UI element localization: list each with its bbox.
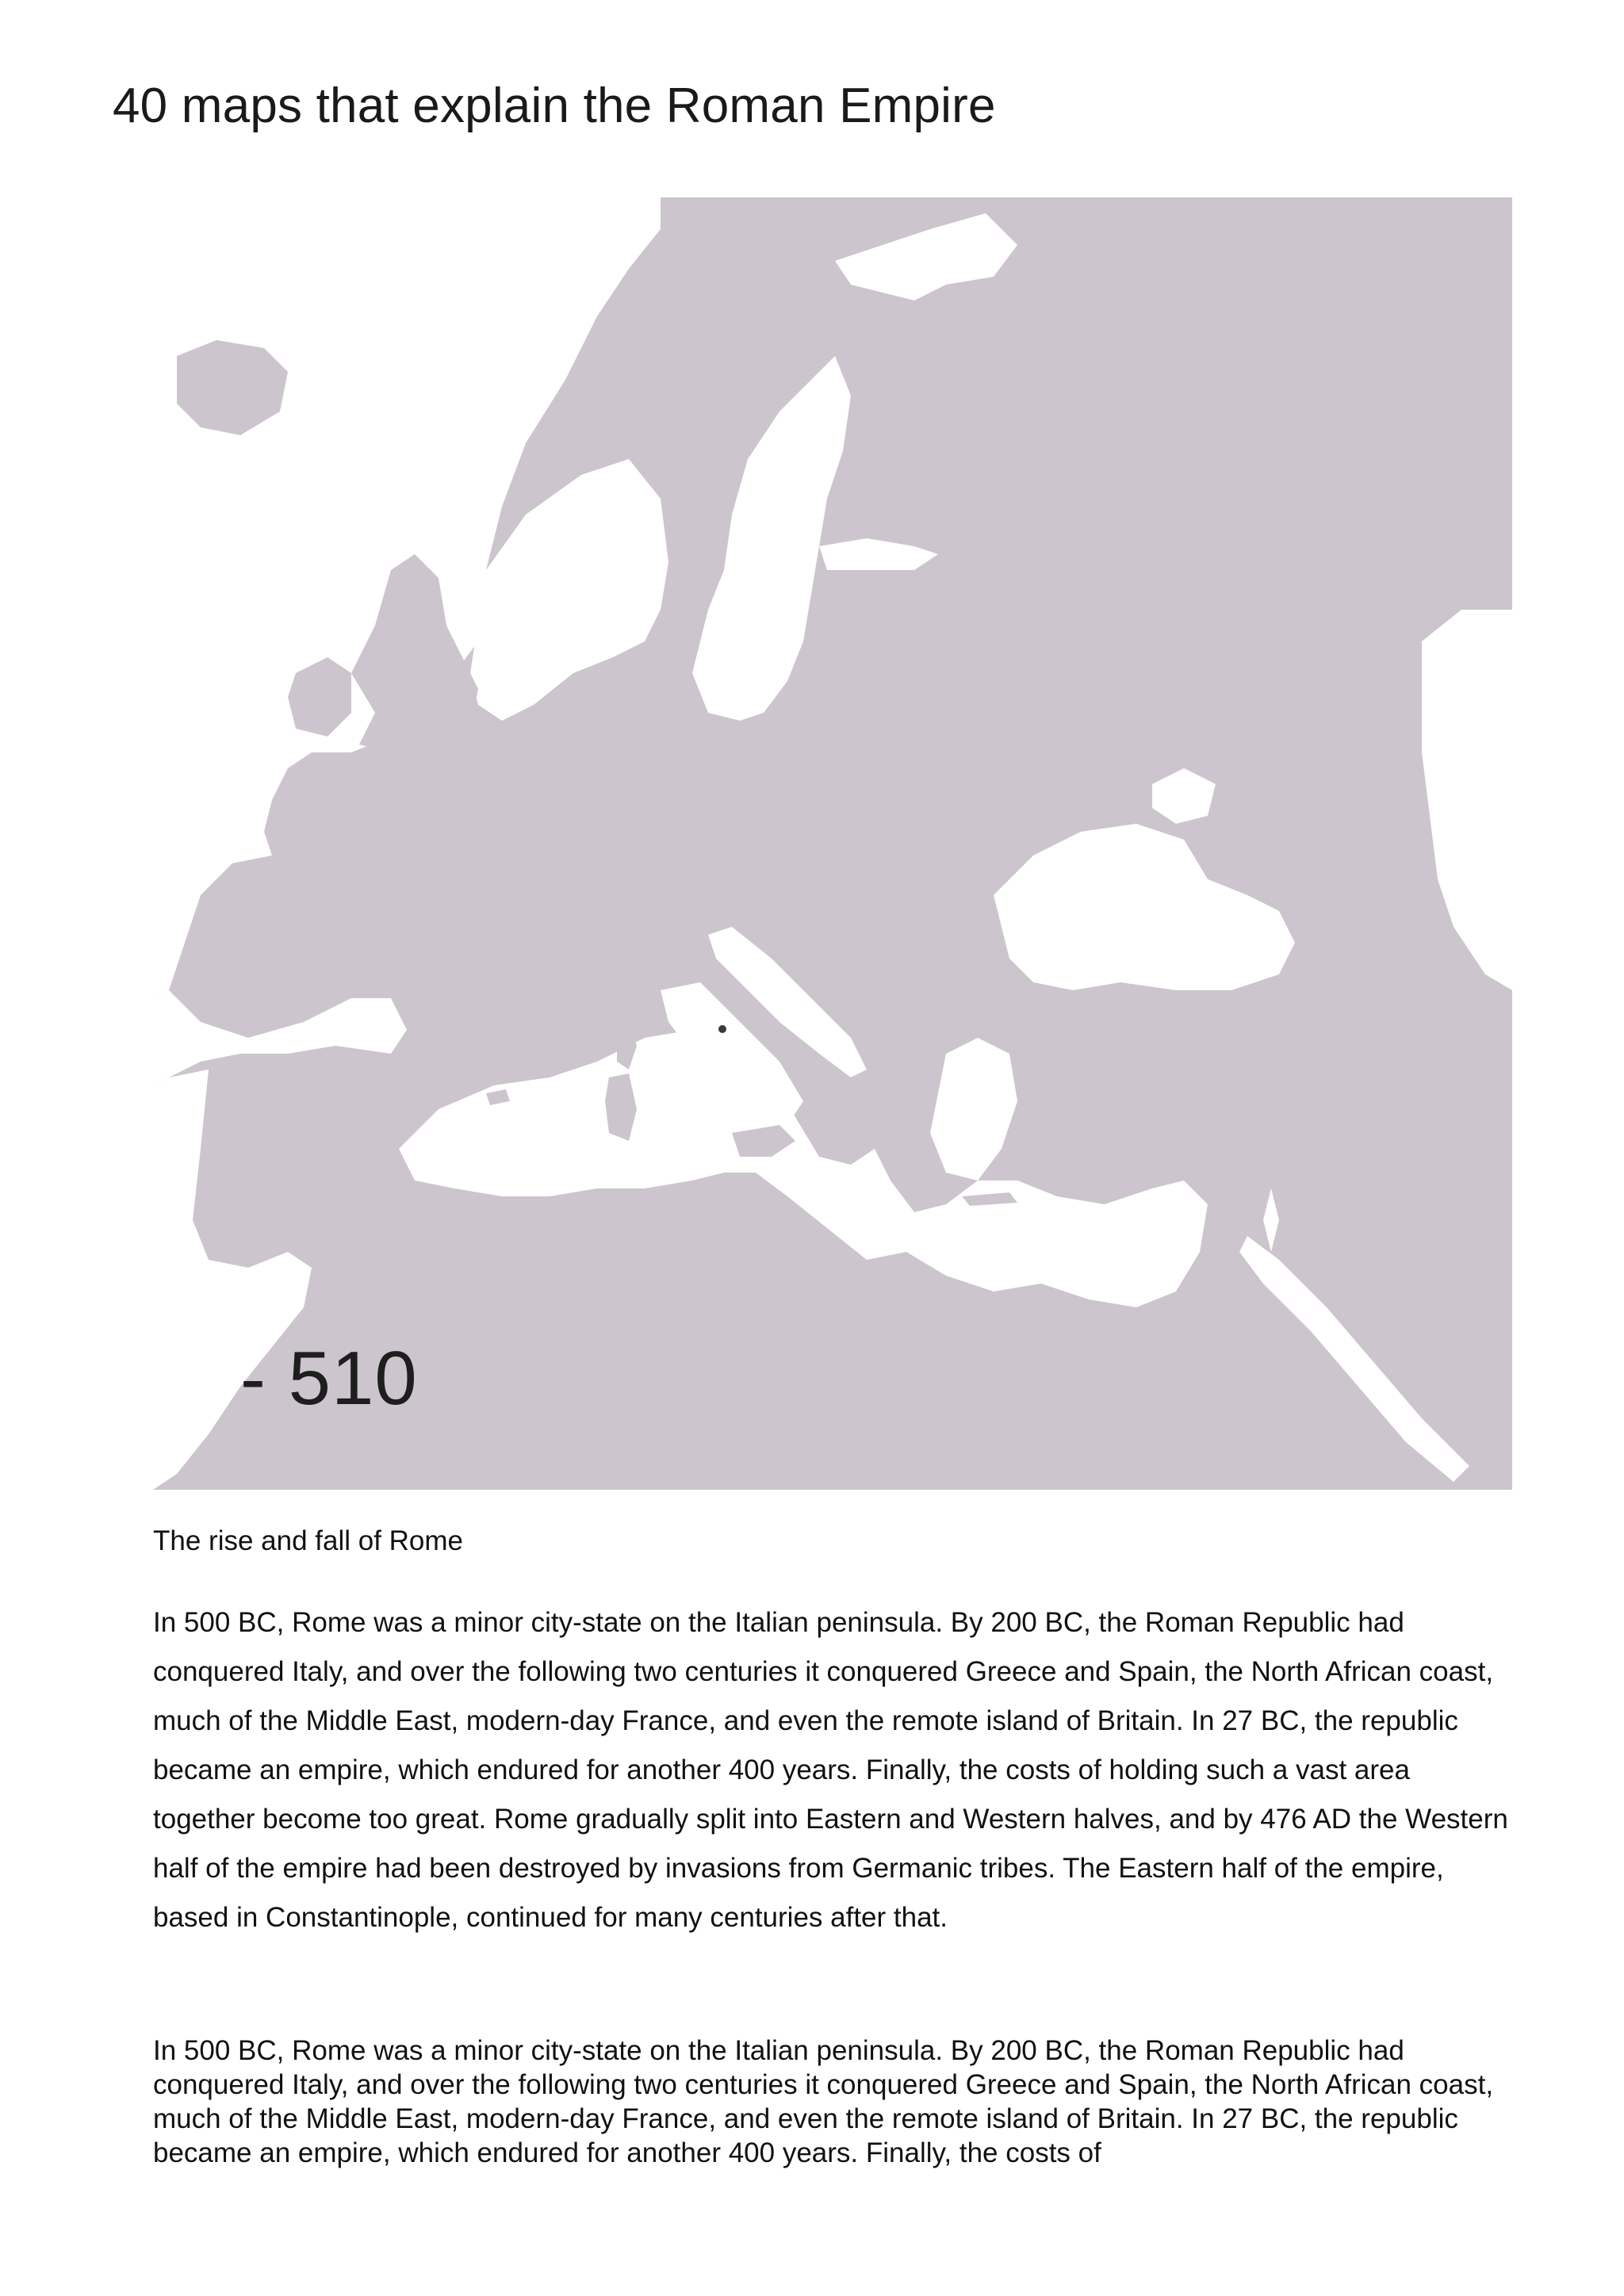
atlantic-south (153, 1070, 312, 1490)
sea-areas (153, 197, 1512, 1490)
body-paragraph-repeat: In 500 BC, Rome was a minor city-state on the Italian peninsula. By 200 BC, the Roman Republic had conquered Italy, and over the following two centuries it conquered Greece and Spain, the North African coast, much of the Middle East, modern-day France, and even the remote island of Britain. In 27 BC, the republic became an empire, which endured for another 400 years. Finally, the costs of (153, 2035, 1494, 2168)
rome-marker (718, 1025, 726, 1033)
novaya-zemlya-hint (1454, 491, 1485, 522)
biscay-bay (153, 990, 407, 1085)
gulf-of-aqaba (1263, 1188, 1279, 1252)
cyprus (1136, 1149, 1176, 1169)
page-title: 40 maps that explain the Roman Empire (113, 78, 996, 133)
baltic-sea (692, 356, 851, 721)
sea-of-azov (1152, 768, 1216, 824)
caspian-sea (1422, 610, 1512, 990)
year-label: - 510 (240, 1336, 418, 1421)
red-sea (1239, 1236, 1469, 1482)
black-sea (994, 824, 1295, 990)
figure-caption: The rise and fall of Rome (153, 1525, 464, 1556)
white-sea (835, 213, 1017, 300)
aegean-sea (930, 1038, 1017, 1181)
body-paragraph: In 500 BC, Rome was a minor city-state on the Italian peninsula. By 200 BC, the Roman Republic had conquered Italy, and over the following two centuries it conquered Greece and Spain, the North African coast, much of the Middle East, modern-day France, and even the remote island of Britain. In 27 BC, the republic became an empire, which endured for another 400 years. Finally, the costs of holding such a vast area together become too great. Rome gradually split into Eastern and Western halves, and by 476 AD the Western half of the empire had been destroyed by invasions from Germanic tribes. The Eastern half of the empire, based in Constantinople, continued for many centuries after that. (153, 1607, 1508, 1933)
europe-map-figure (153, 197, 1512, 1490)
mediterranean-sea (399, 1030, 1208, 1307)
gulf-of-finland (819, 538, 938, 570)
europe-map-svg (153, 197, 1512, 1490)
